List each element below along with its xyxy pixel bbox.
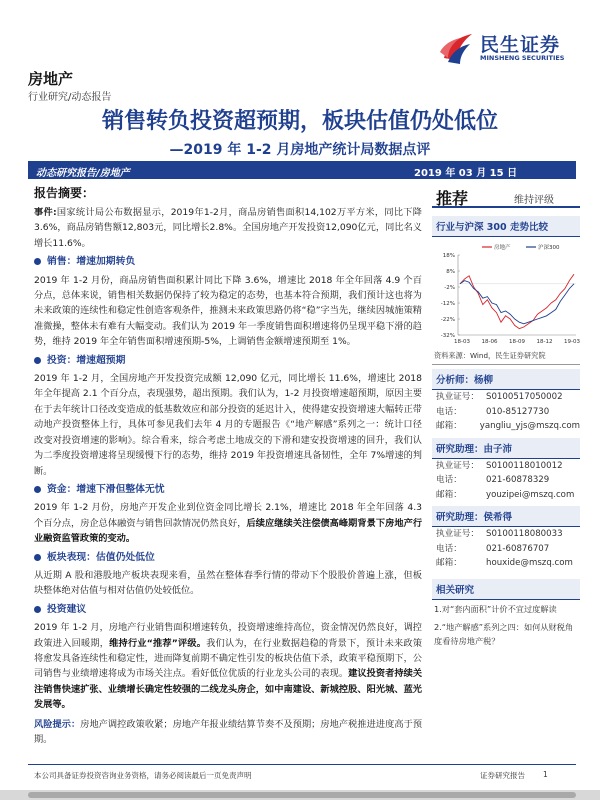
email-row (432, 488, 580, 503)
section-heading-funds (34, 482, 422, 497)
section-text-investment: 2019 年 1-2 月，全国房地产开发投资完成额 12,090 亿元，同比增长 11.6%，增速比 2018 年全年提高 2.1 个百分点，表现强势，超出预期。我们认为，1-2 月投资增速超预期，原因主要在于去年统计口径改变造成的低基数效应和部分投资的延迟计入，使得建安投资增速大幅转正带动地产投资整体上行，具体可参见我们去年 4 月的专题报告《“地产解感”系列之一：统计口径改变对投资增速的影响》。综合看来，综合考虑土地成交的下滑和建安投资增速的回升，我们认为二季度投资增速将呈现缓慢下行的态势，维持 2019 年投资增速具备韧性，全年 7%增速的判断。 (34, 373, 422, 477)
legend-label: 房地产 (494, 245, 511, 251)
related-item[interactable]: 1.对“套内面积”计价不宜过度解读 (434, 603, 557, 614)
risk-lead: 风险提示： (34, 718, 81, 730)
phone-label: 电话： (436, 543, 462, 554)
email-label: 邮箱： (436, 421, 462, 431)
y-tick-label: -2% (444, 285, 455, 291)
y-tick-label: 18% (442, 253, 455, 259)
sidebar (432, 186, 580, 650)
report-title: 销售转负投资超预期，板块估值仍处低位 (101, 109, 498, 134)
advice-text-2: 我们认为，在行业数据趋稳的背景下，预计未来政策将愈发具备连续性和稳定性，进而降复前期不确定性引发的板块估值下杀，政策平稳预期下，公司销售与业绩增速将成为市场关注点。看好低位优质的行业龙头公司的表现。 (34, 637, 423, 680)
trend-chart-svg (432, 239, 580, 349)
email-label: 邮箱： (436, 489, 462, 500)
assistant2-block (432, 506, 580, 571)
advice-text: 2019 年 1-2 月，房地产行业销售面积增速转负，投资增速维持高位，资金情况仍然良好，调控政策进入回暖期， (34, 622, 422, 649)
report-date: 2019 年 03 月 15 日 (414, 168, 518, 179)
footer-divider (28, 764, 576, 765)
email-value[interactable]: youzipei@mszq.com (486, 489, 575, 500)
phone-row (432, 542, 580, 557)
advice-text-2-bold: 建议投资者持续关注销售快速扩张、业绩增长确定性较强的二线龙头房企，如中南建设、新城控股、阳光城、蓝光发展等。 (34, 668, 423, 711)
sector-label: 房地产 (28, 70, 74, 88)
bullet-icon (34, 258, 41, 265)
assistant1-block (432, 438, 580, 503)
cert-row (432, 390, 580, 405)
x-tick-label: 18-09 (509, 339, 525, 345)
email-value[interactable]: houxide@mszq.com (486, 558, 573, 568)
rating-value: 推荐 (436, 189, 469, 208)
y-tick-label: 8% (446, 269, 455, 275)
minsheng-logo-icon (438, 28, 476, 66)
phone-value: 010-85127730 (486, 406, 550, 417)
funds-text-bold: 后续应继续关注偿债高峰期背景下房地产行业融资监管政策的变动。 (34, 517, 423, 545)
cert-row (432, 459, 580, 474)
section-title: 投资：增速超预期 (47, 354, 126, 366)
logo-cn-text: 民生证券 (480, 34, 561, 56)
y-tick-label: -12% (440, 301, 455, 307)
cert-label: 执业证号： (436, 392, 479, 402)
event-text: 国家统计局公布数据显示，2019年1-2月，商品房销售面积14,102万平方米，同比下降3.6%，商品房销售额12,803元，同比增长2.8%。全国房地产开发投资12,090亿元，同比名义增长11.6%。 (34, 207, 422, 249)
cert-value: S0100118010012 (486, 460, 563, 471)
x-tick-label: 19-03 (564, 339, 580, 345)
bullet-icon (34, 554, 41, 561)
email-row (432, 419, 580, 434)
section-title: 销售：增速加期转负 (47, 256, 136, 268)
section-title: 投资建议 (47, 603, 87, 615)
report-category: 动态研究报告/房地产 (36, 168, 130, 179)
email-label: 邮箱： (436, 558, 462, 568)
funds-text: 2019 年 1-2 月份，房地产开发企业到位资金同比增长 2.1%，增速比 2018 年全年回落 4.3 个百分点，房企总体融资与销售回款情况仍然良好， (34, 502, 422, 529)
related-heading: 相关研究 (432, 579, 580, 600)
page-number: 1 (543, 770, 548, 779)
chart-heading: 行业与沪深 300 走势比较 (432, 216, 580, 237)
email-row (432, 556, 580, 571)
rating-status: 维持评级 (514, 195, 554, 206)
report-info-bar (28, 161, 576, 179)
cert-value: S0100118080033 (486, 529, 563, 539)
x-tick-label: 18-12 (536, 339, 553, 345)
risk-text: 房地产调控政策收紧；房地产年报业绩结算节奏不及预期；房地产税推进进度高于预期。 (34, 718, 423, 745)
report-type: 行业研究/动态报告 (28, 92, 112, 103)
event-paragraph (34, 205, 422, 251)
phone-value: 021-60878329 (486, 475, 550, 485)
x-tick-label: 18-03 (454, 339, 470, 345)
report-subtitle: —2019 年 1-2 月房地产统计局数据点评 (169, 142, 431, 158)
email-value[interactable]: yangliu_yjs@mszq.com (479, 421, 580, 431)
y-tick-label: -32% (440, 333, 455, 339)
bullet-icon (34, 606, 41, 613)
analyst-block (432, 369, 580, 434)
chart-source: 资料来源：Wind，民生证券研究院 (432, 351, 580, 365)
advice-text-bold: 维持行业“推荐”评级。 (109, 637, 207, 649)
section-text-funds (34, 500, 422, 546)
analyst-heading: 分析师：杨柳 (432, 369, 580, 390)
abstract-heading: 报告摘要： (34, 186, 95, 200)
event-lead: 事件: (34, 207, 57, 218)
series-line-1 (460, 281, 574, 324)
phone-label: 电话： (436, 475, 462, 485)
section-text-sales: 2019 年 1-2 月份，商品房销售面积累计同比下降 3.6%，增速比 2018 年全年回落 4.9 个百分点，总体来说，销售相关数据仍保持了较为稳定的态势，也基本符合预期，我们预计这也将为未来政策的连续性和稳定性创造客观条件，推测未来政策思路仍将“稳”字当先，继续因城施策精准微操，整体未有难有大幅变动。我们认为 2019 年一季度销售面积增速将仍呈现平稳下滑的趋势，维持 2019 年全年销售面积增速预期-5%，上调销售金额增速预期至 1%。 (34, 274, 422, 348)
bullet-icon (34, 486, 41, 493)
section-heading-performance (34, 550, 422, 565)
section-heading-advice (34, 602, 422, 617)
x-tick-label: 18-06 (481, 339, 498, 345)
company-logo (438, 28, 578, 68)
section-heading-sales (34, 254, 422, 269)
assistant2-heading: 研究助理：侯希得 (432, 506, 580, 527)
logo-en-text: MINSHENG SECURITIES (480, 54, 565, 62)
section-title: 资金：增速下滑但整体无忧 (47, 483, 165, 495)
bullet-icon (34, 357, 41, 364)
abstract-body (34, 205, 422, 747)
risk-paragraph (34, 717, 422, 748)
cert-row (432, 527, 580, 542)
footer-label: 证券研究报告 (480, 771, 525, 780)
trend-chart (432, 239, 580, 349)
section-title: 板块表现：估值仍处低位 (47, 551, 155, 563)
phone-label: 电话： (436, 406, 462, 417)
cert-label: 执业证号： (436, 529, 479, 539)
section-text-advice (34, 620, 422, 712)
legend-label: 沪深300 (538, 245, 560, 251)
footer-disclaimer: 本公司具备证券投资咨询业务资格，请务必阅读最后一页免责声明 (34, 771, 252, 780)
y-tick-label: -22% (440, 317, 455, 323)
phone-row (432, 405, 580, 420)
section-text-performance: 从近期 A 股和港股地产板块表现来看，虽然在整体春季行情的带动下个股股价普遍上涨，但板块整体绝对估值与相对估值仍处较低位。 (34, 569, 422, 597)
related-item[interactable]: 2.“地产解感”系列之四：如何从财税角度看待房地产税？ (434, 621, 574, 646)
phone-value: 021-60876707 (486, 543, 550, 554)
cert-label: 执业证号： (436, 460, 479, 471)
rating-row (432, 186, 580, 208)
phone-row (432, 473, 580, 488)
cert-value: S0100517050002 (486, 392, 563, 402)
scrollbar-thumb[interactable] (28, 792, 576, 798)
assistant1-heading: 研究助理：由子沛 (432, 438, 580, 459)
section-heading-investment (34, 353, 422, 368)
